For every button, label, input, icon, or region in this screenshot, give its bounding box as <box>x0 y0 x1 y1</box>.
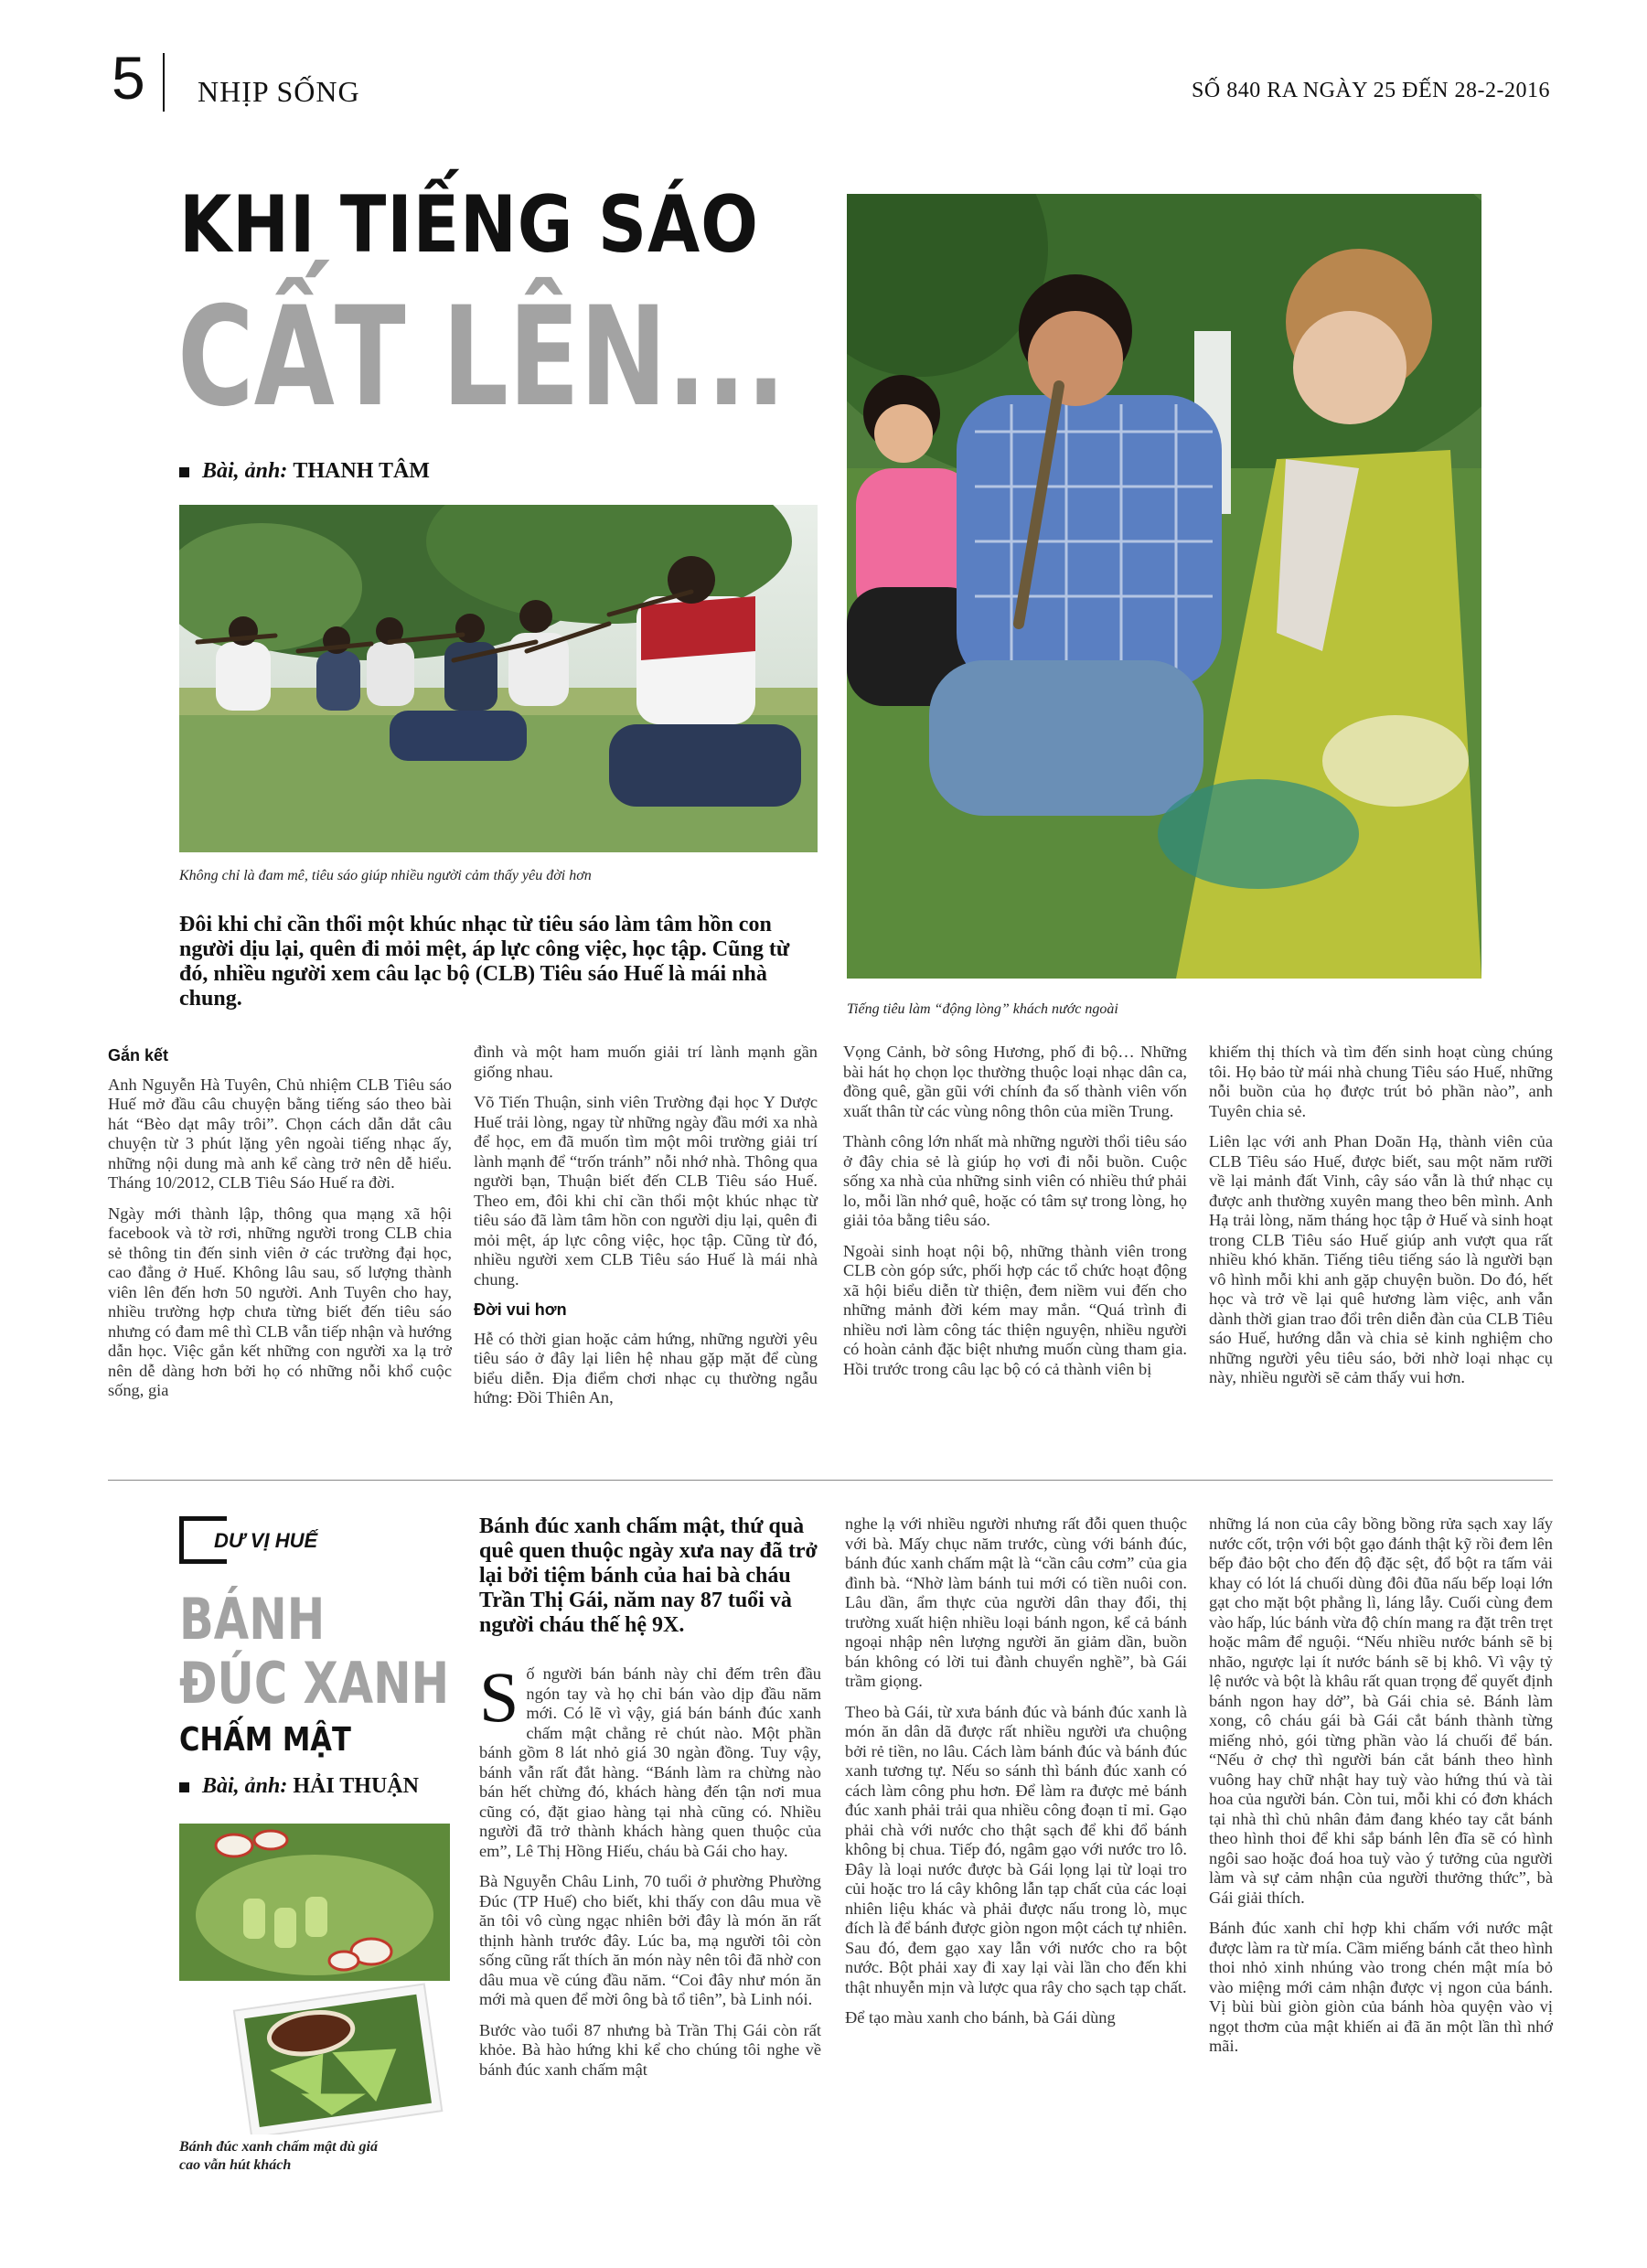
paragraph: Theo bà Gái, từ xưa bánh đúc và bánh đúc xanh là món ăn dân dã được rất nhiều người ưa chuộng bởi rẻ tiền, no lâu. Cách làm bánh đúc và bánh đúc xanh tương tự. Nếu so sánh thì bánh đúc xanh có cách làm công phu hơn. Để làm ra được mẻ bánh đúc xanh phải trải qua nhiều công đoạn tỉ mỉ. Gạo phải chà với nước cho thật sạch để khi đổ bánh không bị chua. Tiếp đó, ngâm gạo với nước tro lô. Đây là loại nước được bà Gái lọng lại từ loại tro củi hoặc tro lá cây không lẫn tạp chất của các loại nhiên liệu khác và phải được nấu trong lò, mục đích là để bánh được giòn ngon một cách tự nhiên. Sau đó, đem gạo xay lẫn với nước cho ra bột nước. Bột phải xay đi xay lại vài lần cho đến khi thật nhuyễn mịn và lược qua rây cho sạch tạp chất. <box>845 1702 1187 1996</box>
paragraph: nghe lạ với nhiều người nhưng rất đỗi quen thuộc với bà. Mấy chục năm trước, cùng với bánh đúc, bánh đúc xanh chấm mật là “cần câu cơm” của gia đình bà. “Nhờ làm bánh tui mới có tiền nuôi con. Lâu dần, ẩm thực của người dân thay đổi, thị trường xuất hiện nhiều loại bánh ngon, kể cả bánh ngoại nhập nên lượng người ăn giảm dần, buồn bán không có lời tui đành chuyển nghề”, bà Gái trầm giọng. <box>845 1514 1187 1690</box>
byline-author: HẢI THUẬN <box>293 1774 419 1798</box>
paragraph: Anh Nguyễn Hà Tuyên, Chủ nhiệm CLB Tiêu sáo Huế mở đầu câu chuyện bằng tiếng sáo theo bài hát “Bèo dạt mây trôi”. Chọn cách dẫn dắt câu chuyện từ 3 phút lặng yên ngoài tiếng nhạc ấy, những nội dung mà anh kể càng trở nên dễ hiểu. Tháng 10/2012, CLB Tiêu Sáo Huế ra đời. <box>108 1075 452 1192</box>
headline-line-1: BÁNH <box>179 1586 326 1653</box>
issue-date: SỐ 840 RA NGÀY 25 ĐẾN 28-2-2016 <box>1192 79 1550 102</box>
paragraph: Vọng Cảnh, bờ sông Hương, phố đi bộ… Những bài hát họ chọn lọc thường thuộc loại nhạc dân ca, đồng quê, gần gũi với chính đa số thành viên vốn xuất thân từ các vùng nông thôn của miền Trung. <box>843 1043 1187 1120</box>
header-divider <box>163 53 165 112</box>
byline <box>179 459 430 484</box>
paragraph <box>479 1657 821 1861</box>
subheading: Đời vui hơn <box>474 1300 567 1319</box>
photo-caption-3: Bánh đúc xanh chấm mật dù giá cao vẫn hút khách <box>179 2139 378 2173</box>
article-column-4 <box>1209 1043 1553 1399</box>
paragraph: Bánh đúc xanh chỉ hợp khi chấm với nước mật được làm ra từ mía. Cầm miếng bánh cắt theo hình thoi nhỏ xinh nhúng vào trong chén mật mía bỏ vào miệng mới cảm nhận được vị ngon của bánh. Vị bùi bùi giòn giòn của bánh hòa quyện vào vị ngọt thơm của mật khiến ai đã ăn một lần thì nhớ mãi. <box>1209 1919 1553 2055</box>
headline-line-2: ĐÚC XANH <box>179 1650 450 1717</box>
paragraph: Hễ có thời gian hoặc cảm hứng, những người yêu tiêu sáo ở đây lại liên hệ nhau gặp mặt để cùng biểu diễn. Địa điểm chơi nhạc cụ thường ngẫu hứng: Đồi Thiên An, <box>474 1329 818 1407</box>
lead-paragraph: Đôi khi chỉ cần thổi một khúc nhạc từ tiêu sáo làm tâm hồn con người dịu lại, quên đi mỏi mệt, áp lực công việc, học tập. Cũng từ đó, nhiều người xem câu lạc bộ (CLB) Tiêu sáo Huế là mái nhà chung. <box>179 913 790 1011</box>
paragraph: đình và một ham muốn giải trí lành mạnh gần giống nhau. <box>474 1043 818 1081</box>
article-column-1 <box>108 1043 452 1412</box>
photo-flute-foreign-visitor <box>847 194 1481 979</box>
paragraph: Liên lạc với anh Phan Doãn Hạ, thành viên của CLB Tiêu sáo Huế, được biết, sau một năm rưỡi về lại mảnh đất Vinh, cây sáo vẫn là thứ nhạc cụ được anh thường xuyên mang theo bên mình. Anh Hạ trải lòng, năm tháng học tập ở Huế và sinh hoạt trong CLB Tiêu sáo Huế giúp anh vượt qua rất nhiều khó khăn. Tiếng tiêu tiếng sáo là người bạn vô hình mỗi khi anh gặp chuyện buồn. Do đó, hết học và trở về lại quê hương làm việc, anh vẫn dành thời gian trao đổi trên diễn đàn của CLB Tiêu sáo Huế, hướng dẫn và chia sẻ kinh nghiệm cho những người yêu tiêu sáo, bởi nhờ loại nhạc cụ này, nhiều người sẽ cảm thấy vui hơn. <box>1209 1132 1553 1386</box>
byline-role: Bài, ảnh: <box>202 1774 288 1798</box>
paragraph: Ngoài sinh hoạt nội bộ, những thành viên trong CLB còn góp sức, phối hợp các tổ chức hoạt động xã hội biểu diễn từ thiện, đem niềm vui đến cho những mảnh đời kém may mắn. “Quá trình đi nhiều nơi làm công tác thiện nguyện, nhiều người có hoàn cảnh đặc biệt nhưng muốn cùng tham gia. Hồi trước trong câu lạc bộ có cả thành viên bị <box>843 1241 1187 1378</box>
paragraph: khiếm thị thích và tìm đến sinh hoạt cùng chúng tôi. Họ bảo từ mái nhà chung Tiêu sáo Huế, những nỗi buồn của họ được trút bỏ phần nào”, anh Tuyên chia sẻ. <box>1209 1043 1553 1120</box>
page-number: 5 <box>112 44 145 112</box>
drop-cap: S <box>479 1657 519 1737</box>
article-column-1 <box>479 1657 821 2091</box>
paragraph: Để tạo màu xanh cho bánh, bà Gái dùng <box>845 2008 1116 2027</box>
article-column-3 <box>843 1043 1187 1390</box>
headline-line-2: CẤT LÊN... <box>177 278 786 437</box>
paragraph: Thành công lớn nhất mà những người thổi tiêu sáo ở đây chia sẻ là giúp họ vơi đi nỗi buồn. Cuộc sống xa nhà của những sinh viên có nhiều thứ phải lo, mỗi lần nhớ quê, hoặc có tâm sự trong lòng, họ giải tỏa bằng tiêu sáo. <box>843 1132 1187 1229</box>
headline-line-3: CHẤM MẬT <box>179 1721 351 1759</box>
lead-paragraph: Bánh đúc xanh chấm mật, thứ quà quê quen thuộc ngày xưa nay đã trở lại bởi tiệm bánh của hai bà cháu Trần Thị Gái, năm nay 87 tuổi và người cháu thế hệ 9X. <box>479 1514 818 1637</box>
byline-author: THANH TÂM <box>293 459 430 483</box>
section-divider <box>108 1480 1553 1481</box>
subheading: Gắn kết <box>108 1046 169 1064</box>
byline <box>179 1774 419 1799</box>
section-tag-label: DƯ VỊ HUẾ <box>214 1529 318 1552</box>
paragraph: Ngày mới thành lập, thông qua mạng xã hội facebook và tờ rơi, những người trong CLB chia sẻ thông tin đến sinh viên ở các trường đại học, cao đẳng ở Huế. Không lâu sau, số lượng thành viên lên đến hơn 50 người. Anh Tuyên cho hay, nhiều trường hợp chưa từng biết đến tiêu sáo nhưng có đam mê thì CLB vẫn tiếp nhận và hướng dẫn học. Việc gắn kết những con người xa lạ trở nên dễ dàng hơn bởi họ có những nỗi khổ cuộc sống, gia <box>108 1204 452 1399</box>
paragraph: những lá non của cây bồng bồng rửa sạch xay lấy nước cốt, trộn với bột gạo đánh thật kỹ rồi đem lên bếp đảo bột cho đến độ đặc sệt, đổ bột ra tấm vải khay có lót lá chuối dùng đôi đũa nấu bếp loại lớn gạt cho mặt bột phẳng lì, láng lẫy. Cuối cùng đem vào hấp, lúc bánh vừa độ chín mang ra đặt trên trẹt hoặc mâm để nguội. “Nếu nhiều nước bánh sẽ bị nhão, ngược lại ít nước bánh sẽ bị khô. Vì vậy tỷ lệ nước và bột là khâu rất quan trọng để quyết định bánh ngon hay dở”, bà Gái chia sẻ. Bánh làm xong, cô cháu gái bà Gái cắt bánh thành từng miếng nhỏ, gói từng phần vào lá chuối để bán. “Nếu ở chợ thì người bán cắt bánh theo hình vuông hay chữ nhật hay tuỳ vào hứng thú và tài hoa của người bán. Còn tui, mỗi khi có đơn khách tại nhà thì chủ nhân đảm đang khéo tay cắt bánh theo hình thoi để khi sắp bánh lên đĩa sẽ có hình ngôi sao hoặc đoá hoa tuỳ vào ý tưởng của người làm và sự cảm nhận của người thưởng thức”, bà Gái giải thích. <box>1209 1514 1553 1907</box>
paragraph: Võ Tiến Thuận, sinh viên Trường đại học Y Dược Huế trải lòng, ngay từ những ngày đầu mới xa nhà để học, em đã muốn tìm một môi trường giải trí lành mạnh để “trốn tránh” nỗi nhớ nhà. Thông qua người bạn, Thuận biết đến CLB Tiêu sáo Huế. Theo em, đôi khi chỉ cần thổi một khúc nhạc từ tiêu sáo đã làm tâm hồn con người dịu lại, quên đi mỏi mệt, áp lực công việc, học tập. Cũng từ đó, nhiều người xem CLB Tiêu sáo Huế là mái nhà chung. <box>474 1093 818 1289</box>
section-title: NHỊP SỐNG <box>198 75 360 108</box>
article-column-3 <box>1209 1514 1553 2068</box>
byline-role: Bài, ảnh: <box>202 459 288 483</box>
photo-flute-group <box>179 505 818 852</box>
headline-line-1: KHI TIẾNG SÁO <box>179 179 759 271</box>
paragraph-text: ố người bán bánh này chỉ đếm trên đầu ngón tay và họ chỉ bán vào dịp đầu năm mới. Có lẽ vì vậy, giá bán bánh đúc xanh chấm mật chẳng rẻ chút nào. Một phần bánh gồm 8 lát nhỏ giá 30 ngàn đồng. Tuy vậy, bánh vẫn rất đắt hàng. “Bánh làm ra chừng nào bán hết chừng đó, khách hàng đến tận nơi mua cũng có, đặt giao hàng tại nhà cũng có. Nhiều người đã trở thành khách hàng quen thuộc của em”, Lê Thị Hồng Hiếu, cháu bà Gái cho hay. <box>479 1664 821 1860</box>
paragraph: Bước vào tuổi 87 nhưng bà Trần Thị Gái còn rất khỏe. Bà hào hứng khi kể cho chúng tôi nghe về bánh đúc xanh chấm mật <box>479 2020 821 2079</box>
photo-banh-duc-xanh <box>179 1824 450 2134</box>
photo-caption-2: Tiếng tiêu làm “động lòng” khách nước ngoài <box>847 1001 1118 1017</box>
article-column-2 <box>845 1514 1187 2039</box>
bullet-square-icon <box>179 1782 189 1792</box>
paragraph: Bà Nguyễn Châu Linh, 70 tuổi ở phường Phường Đúc (TP Huế) cho biết, khi thấy con dâu mua về ăn tôi vô cùng ngạc nhiên bởi đây là món ăn rất thịnh hành trước đây. Lúc ba, mạ người tôi còn sống cũng rất thích ăn món này nên tôi đã nhờ con dâu mua về cúng đầu năm. “Coi đây như món ăn mới mà quen để mời ông bà tổ tiên”, bà Linh nói. <box>479 1872 821 2008</box>
photo-caption-1: Không chỉ là đam mê, tiêu sáo giúp nhiều người cảm thấy yêu đời hơn <box>179 868 592 883</box>
article-column-2 <box>474 1043 818 1419</box>
bullet-square-icon <box>179 467 189 477</box>
